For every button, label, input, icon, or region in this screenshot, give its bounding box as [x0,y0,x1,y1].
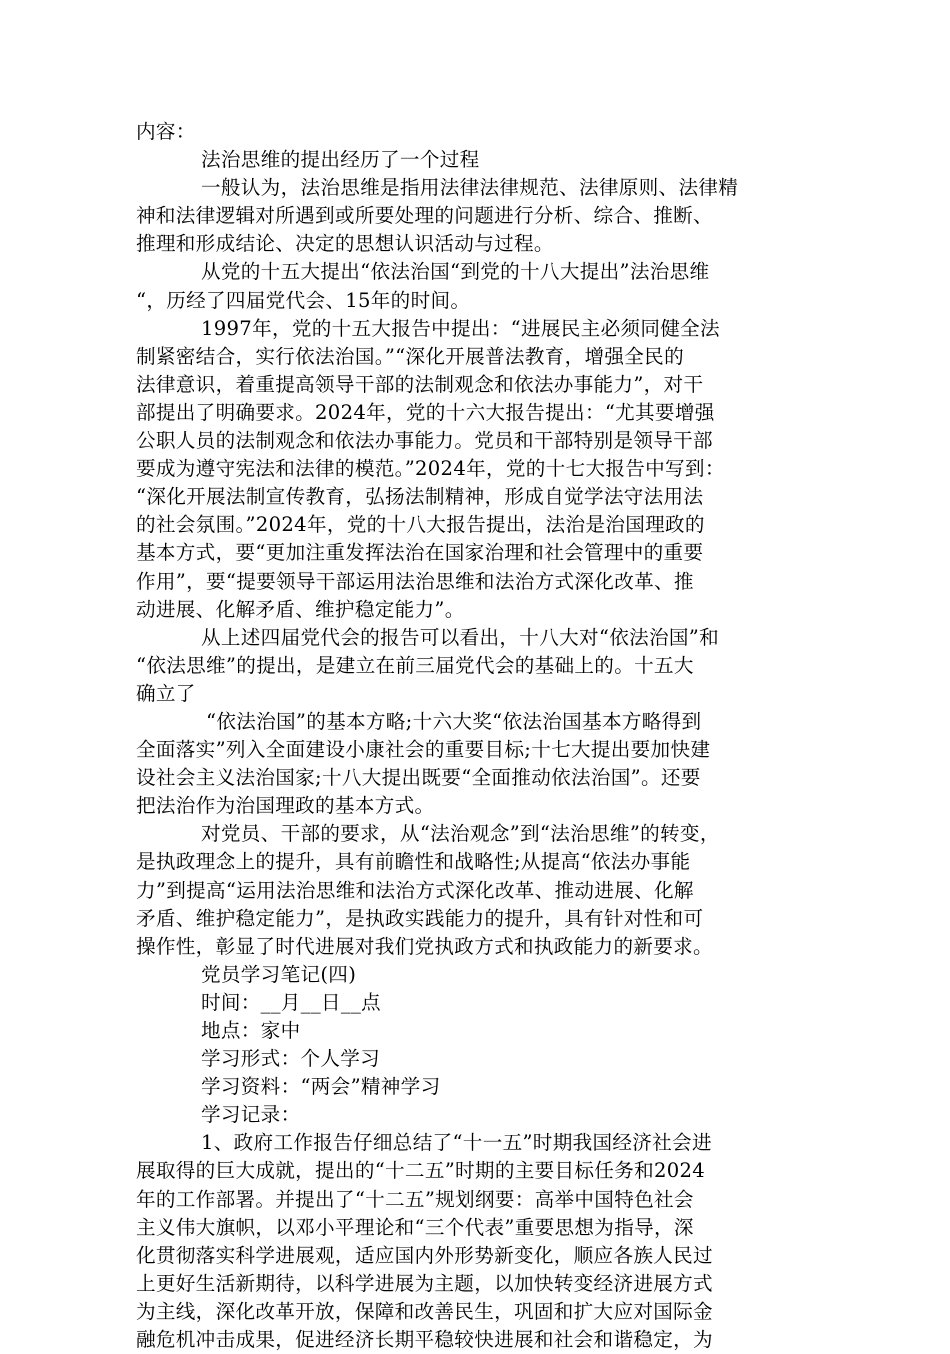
text-line: 基本方式，要“更加注重发挥法治在国家治理和社会管理中的重要 [136,541,704,565]
text-line: 时间：__月__日__点 [201,990,381,1014]
text-line: “依法治国”的基本方略;十六大奖“依法治国基本方略得到 [206,709,702,733]
text-line: 对党员、干部的要求，从“法治观念”到“法治思维”的转变， [201,822,720,846]
text-line: “，历经了四届党代会、15年的时间。 [136,288,471,312]
text-line: 上更好生活新期待，以科学进展为主题，以加快转变经济进展方式 [136,1271,713,1295]
text-line: 推理和形成结论、决定的思想认识活动与过程。 [136,232,554,256]
text-line: 地点：家中 [201,1019,301,1042]
text-line: 年的工作部署。并提出了“十二五”规划纲要：高举中国特色社会 [136,1187,694,1211]
text-line: 是执政理念上的提升，具有前瞻性和战略性;从提高“依法办事能 [136,850,691,874]
text-line: 法治思维的提出经历了一个过程 [201,148,480,172]
text-line: 把法治作为治国理政的基本方式。 [136,794,435,818]
text-line: “深化开展法制宣传教育，弘扬法制精神，形成自觉学法守法用法 [136,485,704,509]
text-line: 展取得的巨大成就，提出的“十二五”时期的主要目标任务和2024 [136,1159,706,1183]
text-line: 学习记录： [201,1103,301,1127]
text-line: 矛盾、维护稳定能力”，是执政实践能力的提升，具有针对性和可 [136,906,704,930]
text-line: 要成为遵守宪法和法律的模范。”2024年，党的十七大报告中写到： [136,457,725,481]
text-line: 从党的十五大提出“依法治国“到党的十八大提出”法治思维 [201,260,710,284]
text-line: 党员学习笔记(四) [201,962,357,986]
text-line: 1、政府工作报告仔细总结了“十一五”时期我国经济社会进 [201,1131,712,1155]
text-line: 为主线，深化改革开放，保障和改善民生，巩固和扩大应对国际金 [136,1299,713,1323]
text-line: 操作性，彰显了时代进展对我们党执政方式和执政能力的新要求。 [136,934,713,958]
text-line: “依法思维”的提出，是建立在前三届党代会的基础上的。十五大 [136,653,694,677]
text-line: 设社会主义法治国家;十八大提出既要“全面推动依法治国”。还要 [136,766,701,790]
text-line: 主义伟大旗帜，以邓小平理论和“三个代表”重要思想为指导，深 [136,1215,694,1239]
text-line: 动进展、化解矛盾、维护稳定能力”。 [136,597,465,621]
text-line: 法律意识，着重提高领导干部的法制观念和依法办事能力”，对干 [136,372,704,396]
text-line: 全面落实”列入全面建设小康社会的重要目标;十七大提出要加快建 [136,738,711,762]
document-body [136,118,814,1354]
text-line: 神和法律逻辑对所遇到或所要处理的问题进行分析、综合、推断、 [136,204,713,228]
text-line: 作用”，要“提要领导干部运用法治思维和法治方式深化改革、推 [136,569,694,593]
text-line: 化贯彻落实科学进展观，适应国内外形势新变化，顺应各族人民过 [136,1243,713,1267]
text-line: 确立了 [136,681,196,705]
text-line: 的社会氛围。”2024年，党的十八大报告提出，法治是治国理政的 [136,513,705,537]
text-line: 学习资料：“两会”精神学习 [201,1075,441,1099]
text-line: 1997年，党的十五大报告中提出：“进展民主必须同健全法 [201,316,720,340]
text-line: 融危机冲击成果，促进经济长期平稳较快进展和社会和谐稳定，为 [136,1328,713,1352]
text-line: 力”到提高“运用法治思维和法治方式深化改革、推动进展、化解 [136,878,694,902]
text-line: 制紧密结合，实行依法治国。”“深化开展普法教育，增强全民的 [136,344,684,368]
text-line: 学习形式：个人学习 [201,1047,381,1071]
text-line: 部提出了明确要求。2024年，党的十六大报告提出：“尤其要增强 [136,400,715,424]
text-line: 一般认为，法治思维是指用法律法律规范、法律原则、法律精 [201,176,739,200]
text-line: 从上述四届党代会的报告可以看出，十八大对“依法治国”和 [201,625,719,649]
text-line: 内容： [136,120,196,143]
text-line: 公职人员的法制观念和依法办事能力。党员和干部特别是领导干部 [136,429,713,453]
